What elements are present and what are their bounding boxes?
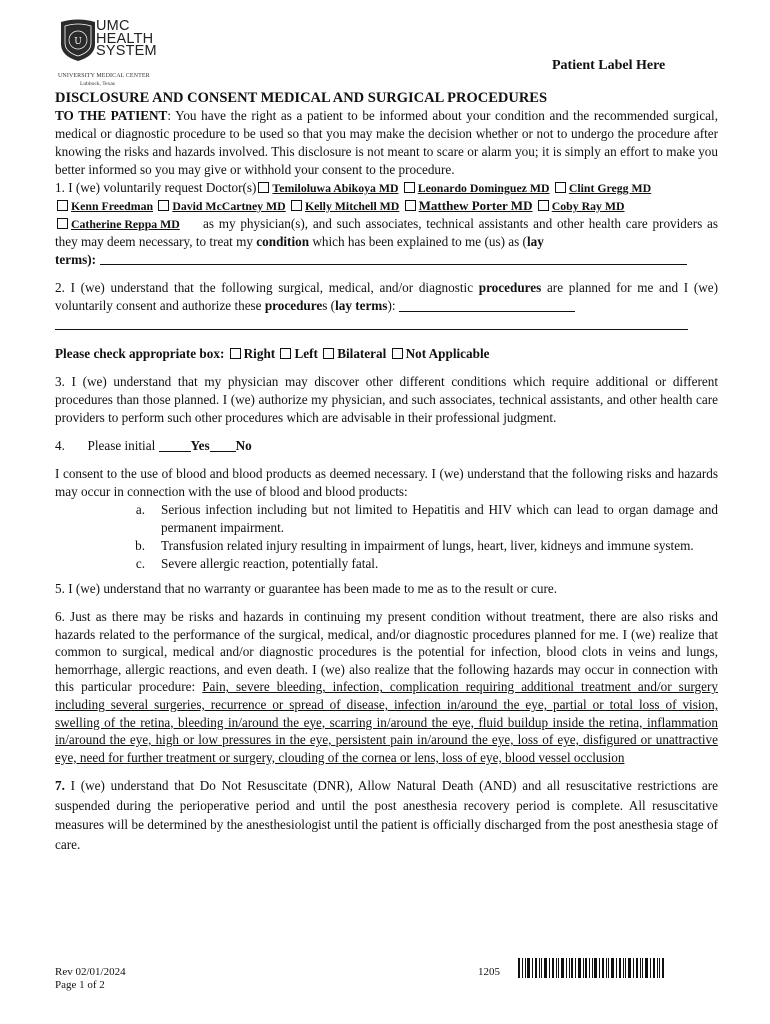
section-2-s: s ( xyxy=(322,298,336,313)
procedure-lay-terms-field[interactable] xyxy=(399,298,575,312)
doctor-checkbox[interactable] xyxy=(405,200,416,211)
logo-subtitle: UNIVERSITY MEDICAL CENTER xyxy=(58,73,150,79)
condition-word: condition xyxy=(256,234,310,249)
left-option: Left xyxy=(294,346,318,361)
not-applicable-option: Not Applicable xyxy=(405,346,490,361)
left-checkbox[interactable] xyxy=(280,348,291,359)
doctor-name: Leonardo Dominguez MD xyxy=(417,181,550,195)
list-item-text: Transfusion related injury resulting in impairment of lungs, heart, liver, kidneys and immune system. xyxy=(161,538,694,553)
doctor-checkbox[interactable] xyxy=(158,200,169,211)
yes-label: Yes xyxy=(190,438,210,453)
doctor-checkbox[interactable] xyxy=(57,218,68,229)
barcode-icon xyxy=(518,958,664,978)
lay-terms-word: lay terms xyxy=(335,298,388,313)
section-5: 5. I (we) understand that no warranty or guarantee has been made to me as to the result or cure. xyxy=(55,581,558,596)
right-checkbox[interactable] xyxy=(230,348,241,359)
section-1-start: 1. I (we) voluntarily request Doctor(s) xyxy=(55,180,257,195)
list-item xyxy=(55,501,718,537)
list-item-label: b. xyxy=(135,538,145,553)
no-initial-field[interactable] xyxy=(210,438,236,452)
form-number: 1205 xyxy=(478,966,500,978)
blood-consent: I consent to the use of blood and blood products as deemed necessary. I (we) understand that the following risks and hazards may occur in connection with the use of blood and blood products: xyxy=(55,466,718,499)
doctor-name: David McCartney MD xyxy=(172,199,286,213)
yes-initial-field[interactable] xyxy=(159,438,191,452)
list-item-label: a. xyxy=(135,502,145,517)
list-item xyxy=(55,537,718,555)
not-applicable-checkbox[interactable] xyxy=(392,348,403,359)
list-item-text: Serious infection including but not limited to Hepatitis and HIV which can lead to organ damage and permanent impairment. xyxy=(161,502,718,535)
procedures-word: procedures xyxy=(478,280,542,295)
doctor-name: Temiloluwa Abikoya MD xyxy=(272,181,399,195)
side-check-row xyxy=(55,345,718,363)
doctor-checkbox[interactable] xyxy=(57,200,68,211)
section-2-text-b: are planned for me and I (we) voluntarily consent and authorize these xyxy=(55,280,718,313)
doctor-name: Coby Ray MD xyxy=(551,199,625,213)
section-6-text: 6. Just as there may be risks and hazards in continuing my present condition without treatment, there are also risks and hazards related to the performance of the surgical, medical, and/or diagnostic procedures planned for me. I (we) realize that common to surgical, medical and/or diagnostic procedures is the potential for infection, blood clots in veins and lungs, hemorrhage, allergic reactions, and even death. I (we) also realize that the following hazards may occur in connection with this particular procedure: xyxy=(55,609,718,695)
doctor-name: Kelly Mitchell MD xyxy=(304,199,400,213)
condition-lay-terms-field[interactable] xyxy=(100,251,687,265)
page-number: Page 1 of 2 xyxy=(55,979,105,991)
revision-date: Rev 02/01/2024 xyxy=(55,966,126,978)
doctor-checkbox[interactable] xyxy=(404,182,415,193)
patient-label-placeholder: Patient Label Here xyxy=(552,58,666,73)
intro-paragraph xyxy=(55,107,718,179)
list-item xyxy=(55,555,718,573)
doctor-checkbox[interactable] xyxy=(291,200,302,211)
logo-line-3: SYSTEM xyxy=(96,43,157,59)
doctor-checkbox[interactable] xyxy=(538,200,549,211)
section-4-text: Please initial xyxy=(87,438,156,453)
condition-lay-terms-row xyxy=(55,251,718,269)
section-1-text-b: which has been explained to me (us) as ( xyxy=(309,234,527,249)
section-7-text: I (we) understand that Do Not Resuscitate (DNR), Allow Natural Death (AND) and all resuscitative restrictions are suspended during the perioperative period and until the post anesthesia recovery period is complete. All resuscitative measures will be determined by the anesthesiologist until the patient is officially discharged from the post anesthesia stage of care. xyxy=(55,778,718,852)
intro-text: : You have the right as a patient to be informed about your condition and the recommended surgical, medical or diagnostic procedure to be used so that you may make the decision whether or not to undergo the procedure after knowing the risks and hazards involved. This disclosure is not meant to scare or alarm you; it is simply an effort to make you better informed so you may give or withhold your consent to the procedure. xyxy=(55,108,718,177)
doctor-name: Kenn Freedman xyxy=(71,199,154,213)
section-2-text-a: 2. I (we) understand that the following surgical, medical, and/or diagnostic xyxy=(55,280,479,295)
logo-city: Lubbock, Texas xyxy=(80,81,115,87)
doctor-name: Clint Gregg MD xyxy=(568,181,652,195)
procedure-lay-terms-line-2[interactable] xyxy=(55,315,688,330)
intro-lead: TO THE PATIENT xyxy=(55,108,168,123)
section-4-num: 4. xyxy=(55,438,65,453)
section-2 xyxy=(55,279,718,315)
bilateral-checkbox[interactable] xyxy=(323,348,334,359)
section-4 xyxy=(55,437,718,455)
terms-label: terms): xyxy=(55,252,96,267)
list-item-text: Severe allergic reaction, potentially fatal. xyxy=(161,556,379,571)
logo-wordmark xyxy=(96,20,157,58)
section-3: 3. I (we) understand that my physician may discover other different conditions which require additional or different procedures than those planned. I (we) authorize my physician, and such associates, technical assistants, and other health care providers to perform such other procedures which are advisable in their professional judgment. xyxy=(55,374,718,425)
svg-text:U: U xyxy=(74,37,82,47)
procedure-word: procedure xyxy=(264,298,323,313)
doctor-name: Matthew Porter MD xyxy=(418,198,533,213)
footer-revision xyxy=(55,966,126,992)
lay-word: lay xyxy=(526,234,544,249)
doctor-name: Catherine Reppa MD xyxy=(71,217,180,231)
side-check-label: Please check appropriate box: xyxy=(55,346,225,361)
list-item-label: c. xyxy=(135,556,145,571)
procedure-hazards-field[interactable]: Pain, severe bleeding, infection, complication requiring additional treatment and/or surgery including several surgeries, recurrence or spread of disease, infection in/around the eye, partial or total loss of vision, swelling of the retina, bleeding in/around the eye, scarring in/around the eye, fluid buildup inside the retina, inflammation in/around the eye, high or low pressures in the eye, persistent pain in/around the eye, loss of eye, disfigured or unattractive eye, need for further treatment or surgery, clouding of the cornea or lens, loss of eye, blood vessel occlusion xyxy=(55,679,718,765)
right-option: Right xyxy=(243,346,276,361)
no-label: No xyxy=(235,438,252,453)
umc-logo xyxy=(58,18,178,90)
doctor-checkbox[interactable] xyxy=(555,182,566,193)
bilateral-option: Bilateral xyxy=(337,346,387,361)
section-7 xyxy=(55,776,718,854)
doctor-checkbox[interactable] xyxy=(258,182,269,193)
blood-risk-list xyxy=(55,501,718,573)
section-7-num: 7. xyxy=(55,778,65,794)
section-2-colon: ): xyxy=(387,298,399,313)
section-6 xyxy=(55,608,718,766)
logo-line-1: UMC xyxy=(96,18,130,34)
logo-line-2: HEALTH xyxy=(96,30,154,47)
section-1-text: as my physician(s), and such associates, technical assistants and other health care providers as they may deem necessary, to treat my xyxy=(55,216,718,249)
umc-seal-icon xyxy=(58,18,98,62)
document-body xyxy=(55,89,718,854)
page-title: DISCLOSURE AND CONSENT MEDICAL AND SURGICAL PROCEDURES xyxy=(55,90,548,106)
